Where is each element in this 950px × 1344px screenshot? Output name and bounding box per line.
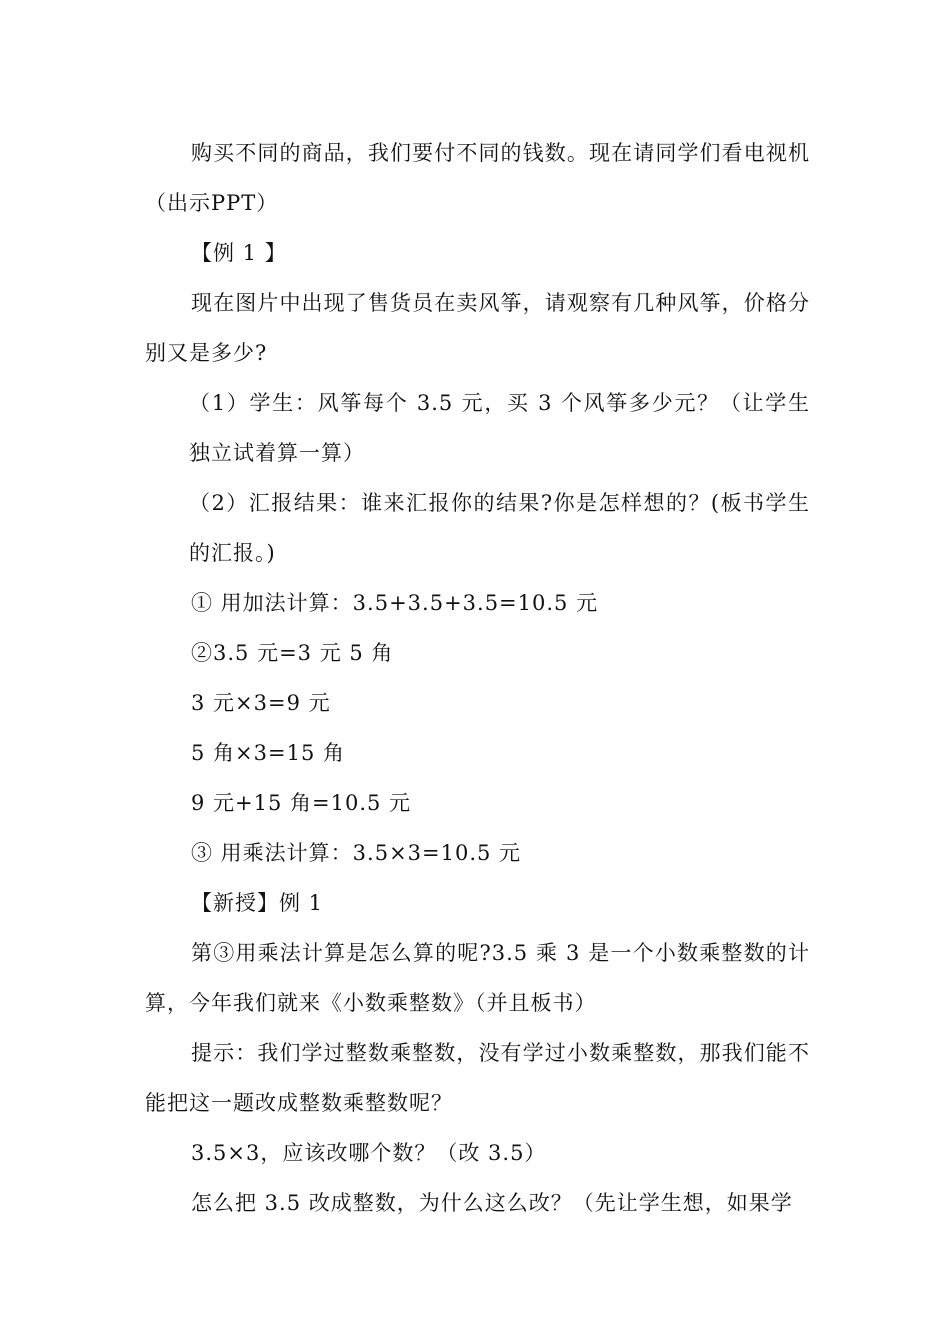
calc-total: 9 元+15 角=10.5 元: [191, 791, 412, 815]
paragraph-kite-question: 现在图片中出现了售货员在卖风筝，请观察有几种风筝，价格分别又是多少?: [145, 291, 810, 365]
new-lesson-heading: 【新授】例 1: [191, 891, 324, 915]
paragraph-how-change: 怎么把 3.5 改成整数，为什么这么改？（先让学生想，如果学: [191, 1191, 793, 1215]
calc-yuan: 3 元×3=9 元: [191, 691, 331, 715]
method-addition: ① 用加法计算：3.5+3.5+3.5=10.5 元: [191, 591, 599, 615]
paragraph-step-1: （1）学生：风筝每个 3.5 元，买 3 个风筝多少元？（让学生独立试着算一算）: [189, 391, 810, 465]
paragraph-step-2: （2）汇报结果：谁来汇报你的结果?你是怎样想的？(板书学生的汇报。): [189, 491, 810, 565]
paragraph-hint: 提示：我们学过整数乘整数，没有学过小数乘整数，那我们能不能把这一题改成整数乘整数呢？: [145, 1041, 810, 1115]
method-conversion: ②3.5 元=3 元 5 角: [191, 641, 394, 665]
method-multiplication: ③ 用乘法计算：3.5×3=10.5 元: [191, 841, 522, 865]
paragraph-which-number: 3.5×3，应该改哪个数？（改 3.5）: [191, 1141, 547, 1165]
calc-jiao: 5 角×3=15 角: [191, 741, 345, 765]
example-heading: 【例 1 】: [191, 241, 287, 265]
document-body: [145, 128, 810, 1228]
paragraph-new-lesson: 第③用乘法计算是怎么算的呢?3.5 乘 3 是一个小数乘整数的计算，今年我们就来《小数乘整数》（并且板书）: [145, 941, 810, 1015]
paragraph-intro: 购买不同的商品，我们要付不同的钱数。现在请同学们看电视机（出示PPT）: [145, 141, 810, 215]
